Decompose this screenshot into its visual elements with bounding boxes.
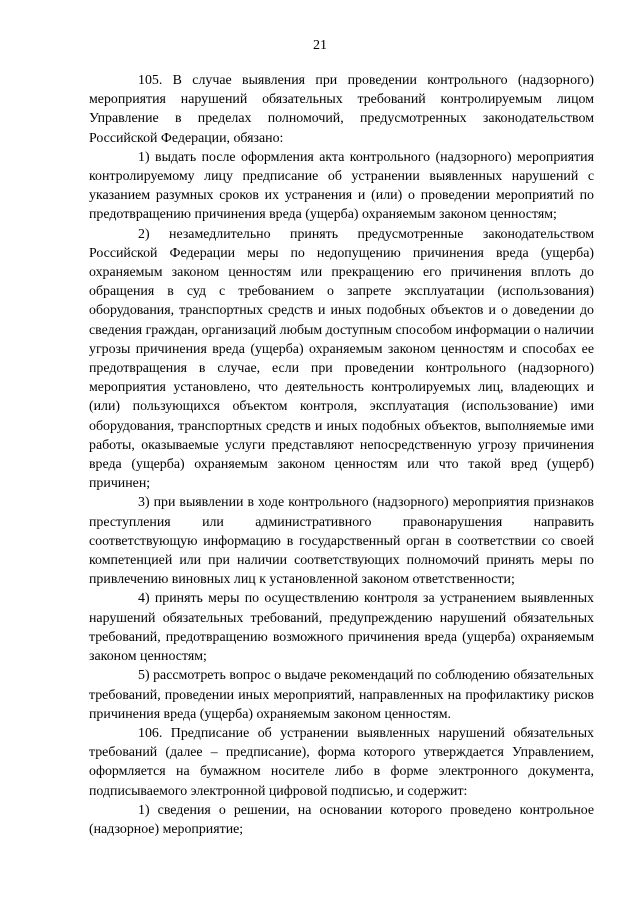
document-body bbox=[89, 71, 594, 839]
paragraph-105-item-4: 4) принять меры по осуществлению контроля за устранением выявленных нарушений обязательных требований, предупреждению нарушений обязательных требований, предотвращению возможного причинения вреда (ущерба) охраняемым законом ценностям; bbox=[89, 591, 594, 665]
paragraph-105-item-5: 5) рассмотреть вопрос о выдаче рекомендаций по соблюдению обязательных требований, проведении иных мероприятий, направленных на профилактику рисков причинения вреда (ущерба) охраняемым законом ценностям. bbox=[89, 668, 594, 722]
page-number: 21 bbox=[313, 38, 327, 53]
paragraph-106-item-1: 1) сведения о решении, на основании которого проведено контрольное (надзорное) мероприятие; bbox=[89, 802, 594, 837]
paragraph-105-intro: 105. В случае выявления при проведении контрольного (надзорного) мероприятия нарушений обязательных требований контролируемым лицом Управление в пределах полномочий, предусмотренных законодательством Российской Федерации, обязано: bbox=[89, 73, 594, 146]
paragraph-106-intro: 106. Предписание об устранении выявленных нарушений обязательных требований (далее – предписание), форма которого утверждается Управлением, оформляется на бумажном носителе либо в форме электронного документа, подписываемого электронной цифровой подписью, и содержит: bbox=[89, 725, 594, 799]
paragraph-105-item-2: 2) незамедлительно принять предусмотренные законодательством Российской Федерации меры по недопущению причинения вреда (ущерба) охраняемым законом ценностям или прекращению его причинения вплоть до обращения в суд с требованием о запрете эксплуатации (использования) оборудования, транспортных средств и иных подобных объектов и о доведении до сведения граждан, организаций любым доступным способом информации о наличии угрозы причинения вреда (ущерба) охраняемым законом ценностям и способах ее предотвращения в случае, если при проведении контрольного (надзорного) мероприятия установлено, что деятельность контролируемых лиц, владеющих и (или) пользующихся объектом контроля, эксплуатация (использование) ими оборудования, транспортных средств и иных подобных объектов, выполняемые ими работы, оказываемые услуги представляют непосредственную угрозу причинения вреда (ущерба) охраняемым законом ценностям или что такой вред (ущерб) причинен; bbox=[89, 226, 594, 492]
paragraph-105-item-1: 1) выдать после оформления акта контрольного (надзорного) мероприятия контролируемому лицу предписание об устранении выявленных нарушений с указанием разумных сроков их устранения и (или) о проведении мероприятий по предотвращению причинения вреда (ущерба) охраняемым законом ценностям; bbox=[89, 149, 594, 223]
paragraph-105-item-3: 3) при выявлении в ходе контрольного (надзорного) мероприятия признаков преступления или административного правонарушения направить соответствующую информацию в государственный орган в соответствии со своей компетенцией или при наличии соответствующих полномочий принять меры по привлечению виновных лиц к установленной законом ответственности; bbox=[89, 495, 594, 588]
